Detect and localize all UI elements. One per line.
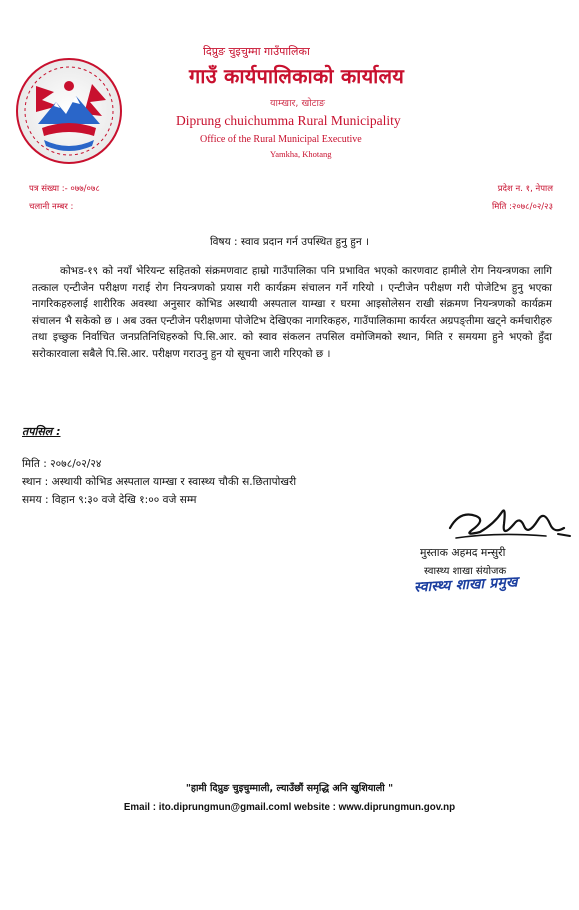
letter-subject: विषय : स्वाव प्रदान गर्न उपस्थित हुनु हुन । <box>209 236 370 248</box>
header-office-title: गाउँ कार्यपालिकाको कार्यालय <box>189 64 405 88</box>
footer-slogan: "हामी दिप्रुङ चुइचुम्माली, ल्याउँछौं समृद्धि अनि खुशियाली " <box>185 783 394 794</box>
signer-title: स्वास्थ्य शाखा संयोजक <box>424 566 507 577</box>
header-office-english: Office of the Rural Municipal Executive <box>200 134 362 145</box>
letter-date: मिति :२०७८/०२/२३ <box>492 202 553 212</box>
province-label: प्रदेश न. १, नेपाल <box>497 184 553 194</box>
official-stamp: स्वास्थ्य शाखा प्रमुख <box>413 574 519 596</box>
header-address-english: Yamkha, Khotang <box>270 149 332 159</box>
detail-date: मिति : २०७८/०२/२४ <box>22 458 102 470</box>
footer-contact: Email : ito.diprungmun@gmail.coml website : www.diprungmun.gov.np <box>123 802 456 813</box>
handwritten-signature <box>446 494 574 546</box>
detail-place: स्थान : अस्थायी कोभिड अस्पताल याम्खा र स्वास्थ्य चौकी स.छितापोखरी <box>22 476 297 488</box>
dispatch-number: चलानी नम्बर : <box>29 202 74 212</box>
signer-name: मुस्ताक अहमद मन्सुरी <box>420 546 506 559</box>
header-municipality-name-nepali: दिप्रुङ चुइचुम्मा गाउँपालिका <box>203 45 310 58</box>
letter-number: पत्र संख्या :- ०७७/०७८ <box>29 184 100 194</box>
details-heading: तपसिल : <box>22 425 61 438</box>
header-address-nepali: याम्खार, खोटाङ <box>270 98 325 109</box>
header-municipality-name-english: Diprung chuichumma Rural Municipality <box>176 113 401 128</box>
detail-time: समय : विहान ९:३० वजे देखि १:०० वजे सम्म <box>22 494 197 506</box>
body-paragraph: कोभड-१९ को नयाँ भेरियन्ट सहितको संक्रमणवाट हाम्रो गाउँपालिका पनि प्रभावित भएको कारणवाट हामीले रोग नियन्त्रणका लागि तत्काल एन्टीजेन परीक्षण गराई रोग नियन्त्रणको प्रयास गरी कार्यक्रम संचालन गर्ने गरियो । एन्टीजेन परीक्षण गरी पोजेटिभ हुनु भएका नागरिकहरुलाई शारीरिक अवस्था अनुसार कोभिड अस्थायी अस्पताल याम्खा र घरमा आइसोलेसन राखी संक्रमण नियन्त्रणको कार्यक्रम संचालन भै सकेको छ । अब उक्त एन्टीजेन परीक्षणमा पोजेटिभ देखिएका नागरिकहरु, गाउँपालिकामा कार्यरत अग्रपङ्तीमा खट्ने कर्मचारीहरु तथा इच्छुक निर्वाचित जनप्रतिनिधिहरुको पि.सि.आर. को स्वाव संकलन तपसिल वमोजिमको स्थान, मिति र समयमा हुने भएको हुँदा सरोकारवाला सबैले पि.सि.आर. परीक्षण गराउनु हुन यो सूचना जारी गरिएको छ । <box>32 265 552 360</box>
municipality-emblem <box>14 56 124 166</box>
